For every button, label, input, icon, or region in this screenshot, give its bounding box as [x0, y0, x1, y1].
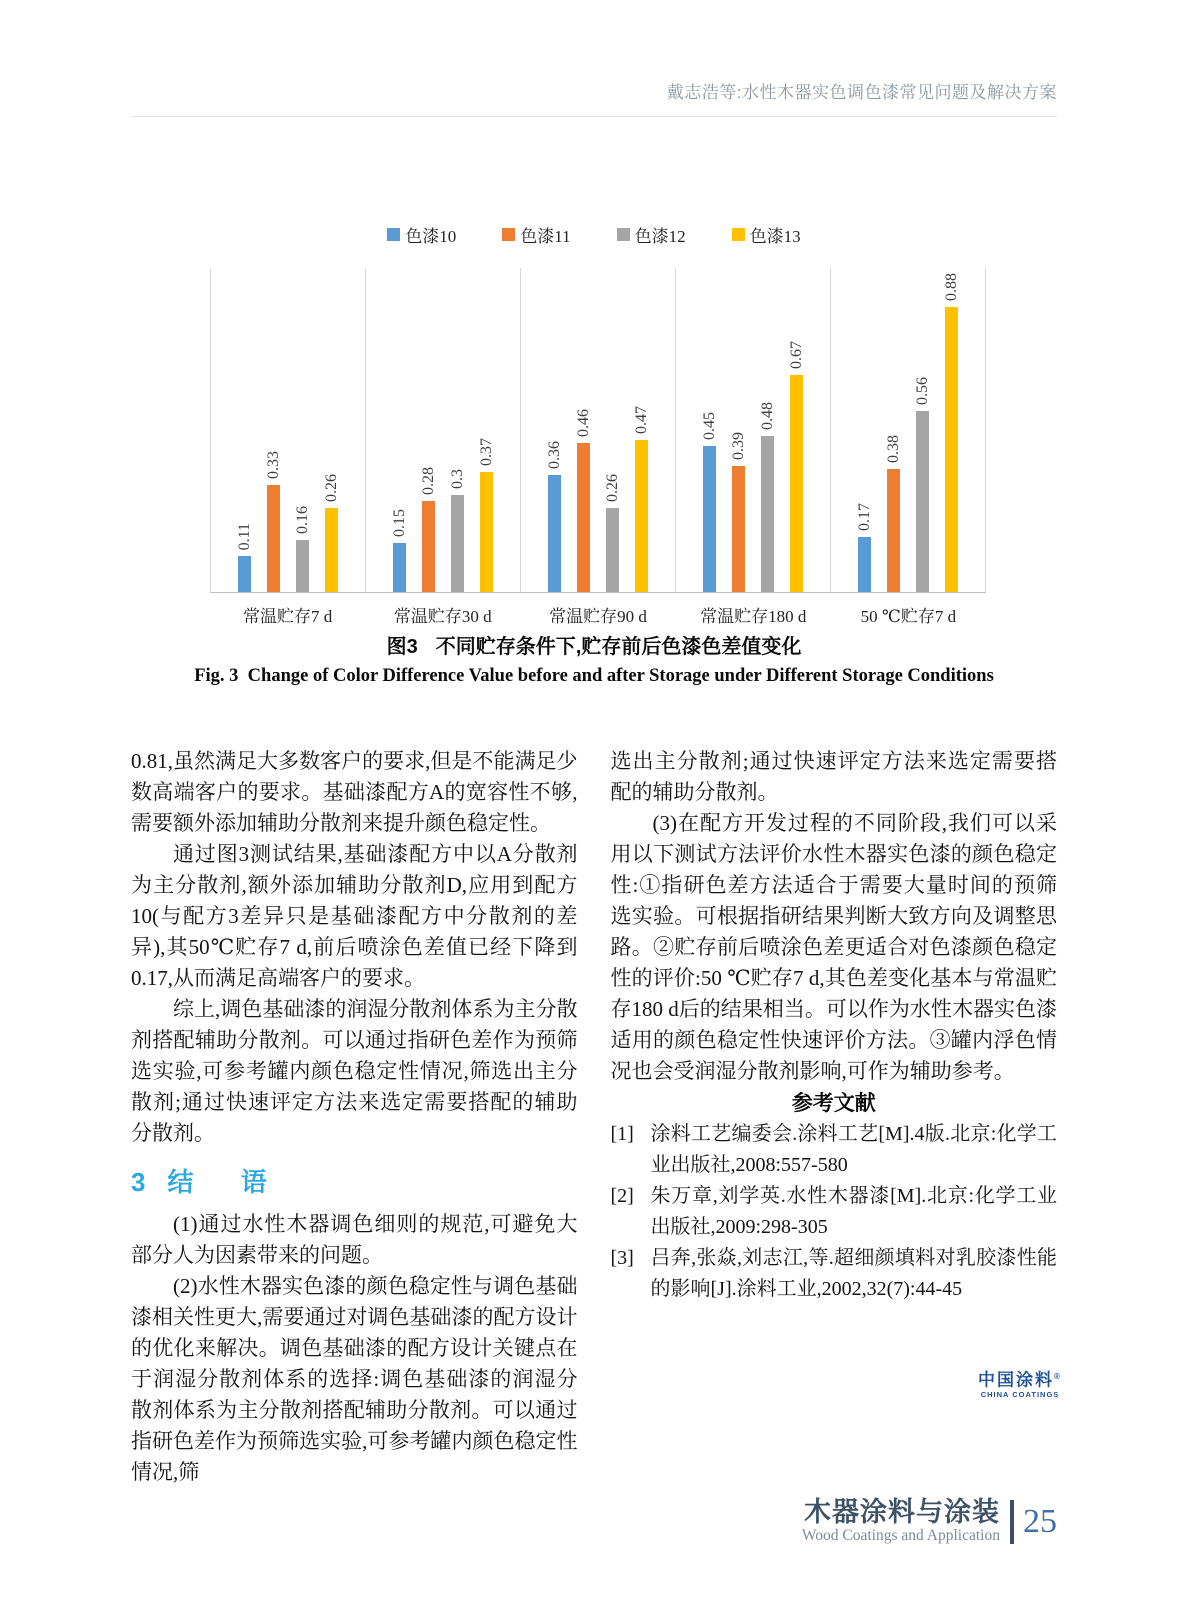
- bar-with-label: [266, 451, 282, 592]
- bar-色漆11: [732, 466, 745, 592]
- section-title: 结 语: [167, 1167, 287, 1197]
- bar-色漆13: [325, 508, 338, 592]
- bar-with-label: [702, 412, 718, 592]
- bar-value-label: 0.17: [855, 503, 873, 531]
- chart-group: [831, 268, 986, 592]
- bar-with-label: [479, 438, 495, 592]
- legend-label: 色漆11: [520, 227, 571, 246]
- bar-色漆12: [296, 540, 309, 592]
- category-label: 常温贮存180 d: [700, 607, 807, 626]
- bar-色漆10: [703, 446, 716, 592]
- legend-label: 色漆13: [749, 227, 801, 246]
- running-head: 戴志浩等:水性木器实色调色漆常见问题及解决方案: [131, 78, 1057, 117]
- bar-色漆13: [790, 375, 803, 592]
- bar-with-label: [634, 406, 650, 592]
- bar-value-label: 0.26: [603, 474, 621, 502]
- bar-with-label: [605, 474, 621, 592]
- chart-group: [366, 268, 521, 592]
- article-body: [131, 746, 1057, 1488]
- paragraph: 0.81,虽然满足大多数客户的要求,但是不能满足少数高端客户的要求。基础漆配方A的宽容性不够,需要额外添加辅助分散剂来提升颜色稳定性。: [131, 749, 578, 835]
- journal-titles: [802, 1498, 1000, 1546]
- bar-value-label: 0.39: [729, 432, 747, 460]
- bar-with-label: [760, 402, 776, 592]
- legend-label: 色漆10: [405, 227, 457, 246]
- reference-label: [1]: [610, 1123, 634, 1145]
- bar-value-label: 0.11: [235, 522, 253, 550]
- section-heading-conclusion: [131, 1165, 578, 1199]
- chart-plot-area: [210, 268, 986, 593]
- paragraph: (2)水性木器实色漆的颜色稳定性与调色基础漆相关性更大,需要通过对调色基础漆的配方设计的优化来解决。调色基础漆的配方设计关键点在于润湿分散剂体系的选择:调色基础漆的润湿分散剂体系为主分散剂搭配辅助分散剂。可以通过指研色差作为预筛选实验,可参考罐内颜色稳定性情况,筛: [131, 1274, 578, 1484]
- registered-mark: ®: [1054, 1372, 1062, 1381]
- bar-色漆13: [635, 440, 648, 592]
- bar-with-label: [915, 377, 931, 592]
- bar-value-label: 0.46: [574, 409, 592, 437]
- bar-value-label: 0.36: [545, 441, 563, 469]
- category-label: 常温贮存7 d: [242, 607, 333, 626]
- figure-caption: [131, 630, 1057, 687]
- paragraph: (1)通过水性木器调色细则的规范,可避免大部分人为因素带来的问题。: [131, 1212, 578, 1267]
- bar-with-label: [421, 467, 437, 592]
- bar-with-label: [450, 469, 466, 592]
- figure-title-en: Change of Color Difference Value before and after Storage under Different Storage Conditions: [247, 666, 994, 686]
- category-label: 50 ℃贮存7 d: [860, 607, 957, 626]
- bar-with-label: [731, 432, 747, 592]
- bar-色漆11: [422, 501, 435, 592]
- bar-色漆10: [858, 537, 871, 592]
- journal-title-zh: 木器涂料与涂装: [804, 1497, 1000, 1527]
- category-label: 常温贮存30 d: [393, 607, 492, 626]
- reference-item: [611, 1119, 1058, 1181]
- bar-色漆12: [606, 508, 619, 592]
- bar-with-label: [857, 503, 873, 592]
- legend-swatch: [617, 228, 630, 241]
- bar-色漆11: [577, 443, 590, 592]
- legend-item: [502, 222, 570, 247]
- bar-with-label: [886, 435, 902, 592]
- chart-legend: [131, 222, 1057, 247]
- footer-divider: [1010, 1500, 1014, 1544]
- legend-swatch: [387, 228, 400, 241]
- bar-value-label: 0.3: [448, 469, 466, 489]
- bar-value-label: 0.88: [942, 273, 960, 301]
- bar-色漆10: [548, 475, 561, 592]
- paragraph: 综上,调色基础漆的润湿分散剂体系为主分散剂搭配辅助分散剂。可以通过指研色差作为预筛选实验,可参考罐内颜色稳定性情况,筛选出主分散剂;通过快速评定方法来选定需要搭配的辅助分散剂。: [131, 997, 578, 1145]
- china-coatings-logo: [955, 1368, 1085, 1400]
- bar-value-label: 0.45: [700, 412, 718, 440]
- bar-色漆11: [887, 469, 900, 592]
- bar-value-label: 0.48: [758, 402, 776, 430]
- bar-色漆12: [451, 495, 464, 592]
- bar-with-label: [392, 509, 408, 592]
- journal-title-en: Wood Coatings and Application: [801, 1527, 1000, 1544]
- bar-with-label: [295, 506, 311, 592]
- legend-label: 色漆12: [634, 227, 686, 246]
- chart-group: [211, 268, 366, 592]
- bar-value-label: 0.47: [632, 406, 650, 434]
- bar-with-label: [576, 409, 592, 592]
- bar-色漆13: [945, 307, 958, 592]
- page-footer: [131, 1498, 1057, 1546]
- figure-3-bar-chart: [210, 268, 986, 627]
- reference-label: [2]: [610, 1185, 634, 1207]
- bar-value-label: 0.37: [477, 438, 495, 466]
- bar-色漆13: [480, 472, 493, 592]
- page-number: 25: [1023, 1503, 1057, 1540]
- bar-色漆12: [761, 436, 774, 592]
- legend-item: [617, 222, 686, 247]
- reference-text: 涂料工艺编委会.涂料工艺[M].4版.北京:化学工业出版社,2008:557-580: [650, 1123, 1057, 1176]
- bar-value-label: 0.67: [787, 341, 805, 369]
- reference-item: [611, 1181, 1058, 1243]
- left-column: [131, 746, 578, 1488]
- figure-title-zh: 不同贮存条件下,贮存前后色漆色差值变化: [435, 636, 802, 658]
- legend-swatch: [732, 228, 745, 241]
- logo-text-en: CHINA COATINGS: [980, 1389, 1060, 1399]
- logo-text-zh: 中国涂料®: [978, 1370, 1062, 1390]
- bar-value-label: 0.26: [322, 474, 340, 502]
- references-heading: 参考文献: [791, 1091, 876, 1115]
- bar-value-label: 0.16: [293, 506, 311, 534]
- bar-色漆12: [916, 411, 929, 592]
- reference-text: 朱万章,刘学英.水性木器漆[M].北京:化学工业出版社,2009:298-305: [650, 1185, 1057, 1238]
- legend-item: [387, 222, 456, 247]
- figure-caption-zh: [131, 630, 1057, 659]
- legend-swatch: [502, 228, 515, 241]
- reference-item: [611, 1243, 1058, 1305]
- paragraph: 通过图3测试结果,基础漆配方中以A分散剂为主分散剂,额外添加辅助分散剂D,应用到配方10(与配方3差异只是基础漆配方中分散剂的差异),其50℃贮存7 d,前后喷涂色差值已经下降到0.17,从而满足高端客户的要求。: [131, 842, 578, 990]
- bar-value-label: 0.38: [884, 435, 902, 463]
- bar-with-label: [944, 273, 960, 592]
- chart-group: [521, 268, 676, 592]
- bar-色漆10: [393, 543, 406, 592]
- bar-value-label: 0.56: [913, 377, 931, 405]
- paragraph: (3)在配方开发过程的不同阶段,我们可以采用以下测试方法评价水性木器实色漆的颜色稳定性:①指研色差方法适合于需要大量时间的预筛选实验。可根据指研结果判断大致方向及调整思路。②贮存前后喷涂色差更适合对色漆颜色稳定性的评价:50 ℃贮存7 d,其色差变化基本与常温贮存180 d后的结果相当。可以作为水性木器实色漆适用的颜色稳定性快速评价方法。③罐内浮色情况也会受润湿分散剂影响,可作为辅助参考。: [610, 811, 1057, 1083]
- bar-with-label: [547, 441, 563, 592]
- legend-item: [732, 222, 801, 247]
- chart-category-axis: [210, 602, 986, 627]
- figure-number-zh: 图3: [386, 636, 418, 658]
- bar-色漆10: [238, 556, 251, 592]
- category-label: 常温贮存90 d: [549, 607, 647, 626]
- bar-with-label: [324, 474, 340, 592]
- bar-value-label: 0.15: [390, 509, 408, 537]
- figure-caption-en: [131, 666, 1057, 687]
- section-number: 3: [131, 1167, 146, 1197]
- bar-with-label: [789, 341, 805, 592]
- bar-with-label: [237, 523, 253, 592]
- figure-number-en: Fig. 3: [194, 666, 239, 686]
- bar-value-label: 0.33: [264, 451, 282, 479]
- reference-label: [3]: [610, 1247, 634, 1269]
- chart-group: [676, 268, 831, 592]
- bar-色漆11: [267, 485, 280, 592]
- paragraph: 选出主分散剂;通过快速评定方法来选定需要搭配的辅助分散剂。: [610, 749, 1057, 804]
- reference-text: 吕奔,张焱,刘志江,等.超细颜填料对乳胶漆性能的影响[J].涂料工业,2002,32(7):44-45: [650, 1247, 1057, 1300]
- bar-value-label: 0.28: [419, 467, 437, 495]
